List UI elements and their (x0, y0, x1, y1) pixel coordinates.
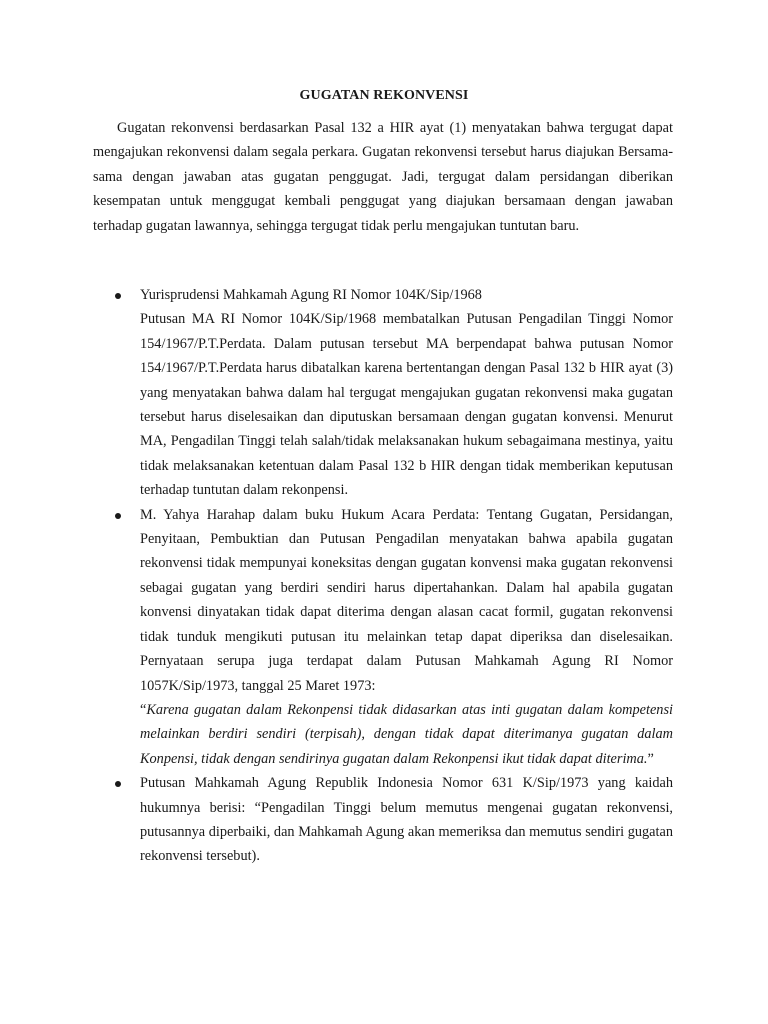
bullet-body: Putusan MA RI Nomor 104K/Sip/1968 membatalkan Putusan Pengadilan Tinggi Nomor 154/1967/P.T.Perdata. Dalam putusan tersebut MA berpendapat bahwa putusan Nomor 154/1967/P.T.Perdata harus dibatalkan karena bertentangan dengan Pasal 132 b HIR ayat (3) yang menyatakan bahwa dalam hal tergugat mengajukan gugatan rekonvensi maka gugatan tersebut harus diselesaikan dan diputuskan bersamaan dengan gugatan konvensi. Menurut MA, Pengadilan Tinggi telah salah/tidak melaksanakan hukum sebagaimana mestinya, yaitu tidak melaksanakan ketentuan dalam Pasal 132 b HIR dengan tidak memberikan keputusan terhadap tuntutan dalam rekonpensi. (140, 311, 673, 499)
list-item (93, 283, 673, 503)
quote-open-mark: “ (140, 701, 147, 718)
list-item (93, 771, 673, 869)
bullet-list (93, 283, 673, 869)
list-item (93, 503, 673, 771)
quote-close-mark: ” (647, 750, 654, 767)
bullet-heading: Yurisprudensi Mahkamah Agung RI Nomor 104K/Sip/1968 (140, 287, 482, 303)
document-title: GUGATAN REKONVENSI (299, 88, 469, 103)
bullet-icon (115, 781, 121, 787)
bullet-icon (115, 293, 121, 299)
block-quote (140, 698, 673, 771)
quote-text: Karena gugatan dalam Rekonpensi tidak didasarkan atas inti gugatan dalam kompetensi melainkan berdiri sendiri (terpisah), dengan tidak dapat diterimanya gugatan dalam Konpensi, tidak dengan sendirinya gugatan dalam Rekonpensi ikut tidak dapat diterima. (140, 701, 673, 767)
intro-paragraph: Gugatan rekonvensi berdasarkan Pasal 132 a HIR ayat (1) menyatakan bahwa tergugat dapat mengajukan rekonvensi dalam segala perkara. Gugatan rekonvensi tersebut harus diajukan Bersama-sama dengan jawaban atas gugatan penggugat. Jadi, tergugat dalam persidangan diberikan kesempatan untuk menggugat kembali penggugat yang diajukan bersamaan dengan jawaban terhadap gugatan lawannya, sehingga tergugat tidak perlu mengajukan tuntutan baru. (93, 120, 673, 234)
bullet-body: M. Yahya Harahap dalam buku Hukum Acara Perdata: Tentang Gugatan, Persidangan, Penyitaan, Pembuktian dan Putusan Pengadilan menyatakan bahwa apabila gugatan rekonvensi tidak mempunyai koneksitas dengan gugatan konvensi maka gugatan rekonvensi sebagai gugatan yang berdiri sendiri harus dipertahankan. Dalam hal apabila gugatan konvensi dinyatakan tidak dapat diterima dengan alasan cacat formil, gugatan rekonvensi tidak tunduk mengikuti putusan itu melainkan tetap dapat diperiksa dan diselesaikan. Pernyataan serupa juga terdapat dalam Putusan Mahkamah Agung RI Nomor 1057K/Sip/1973, tanggal 25 Maret 1973: (140, 506, 673, 694)
bullet-icon (115, 513, 121, 519)
bullet-body: Putusan Mahkamah Agung Republik Indonesia Nomor 631 K/Sip/1973 yang kaidah hukumnya berisi: “Pengadilan Tinggi belum memutus mengenai gugatan rekonvensi, putusannya diperbaiki, dan Mahkamah Agung akan memeriksa dan memutus sendiri gugatan rekonvensi tersebut). (140, 775, 673, 865)
